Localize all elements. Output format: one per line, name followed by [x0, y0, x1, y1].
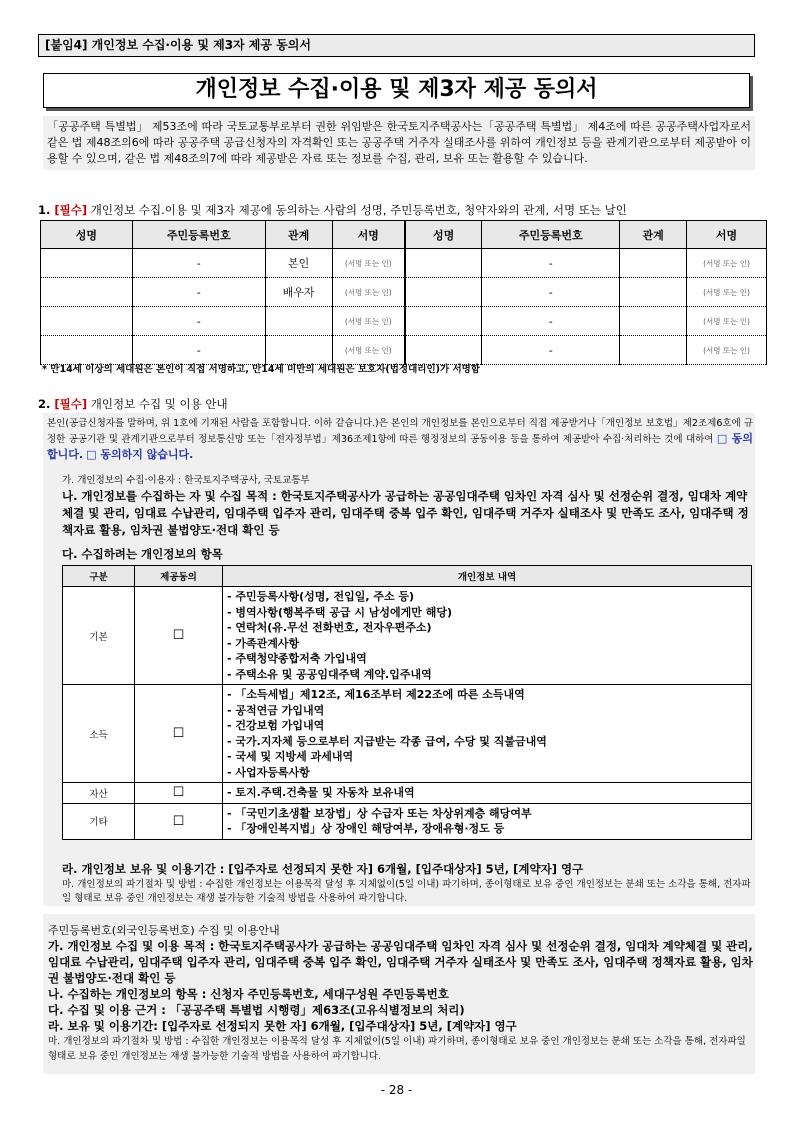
resident-number-field[interactable]: -: [132, 307, 265, 336]
table-row: [63, 685, 752, 783]
list-item: - 사업자등록사항: [227, 765, 310, 779]
list-item: - 「장애인복지법」상 장애인 해당여부, 장애유형·정도 등: [227, 822, 505, 835]
relation-field[interactable]: 배우자: [265, 278, 332, 307]
category-cell: 기본: [63, 587, 135, 685]
table-row: [41, 307, 767, 336]
col-header: 개인정보 내역: [223, 566, 752, 587]
list-item: - 국가.지자체 등으로부터 지급받는 각종 급여, 수당 및 직불금내역: [227, 734, 547, 748]
attachment-tag: [붙임4] 개인정보 수집·이용 및 제3자 제공 동의서: [38, 34, 755, 57]
items-cell: [223, 783, 752, 804]
category-cell: 자산: [63, 783, 135, 804]
intro-paragraph: 「공공주택 특별법」 제53조에 따라 국토교통부로부터 권한 위임받은 한국토지주택공사는「공공주택 특별법」 제4조에 따른 공공주택사업자로서 같은 법 제48조의6에 따라 공공주택 공급신청자의 자격확인 또는 공공주택 거주자 실태조사를 위하여 개인정보 등을 관계기관으로부터 제공받아 이용할 수 있으며, 같은 법 제48조의7에 따라 제공받은 자료 또는 정보를 수집, 관리, 보유 또는 활용할 수 있습니다.: [43, 116, 755, 170]
resident-number-field[interactable]: -: [132, 336, 265, 365]
list-item: - 공적연금 가입내역: [227, 703, 325, 717]
list-item: - 연락처(유.무선 전화번호, 전자우편주소): [227, 621, 432, 634]
table-header-row: [63, 566, 752, 587]
section1-num: 1.: [38, 203, 51, 217]
list-item: - 「국민기초생활 보장법」상 수급자 또는 차상위계층 해당여부: [227, 806, 532, 820]
relation-field[interactable]: 본인: [265, 249, 332, 278]
relation-field[interactable]: [620, 278, 687, 307]
section2-num: 2.: [38, 397, 51, 411]
signature-field[interactable]: (서명 또는 인): [687, 307, 767, 336]
resident-number-field[interactable]: -: [132, 249, 265, 278]
list-item: - 「소득세법」제12조, 제16조부터 제22조에 따른 소득내역: [227, 688, 525, 701]
signature-note: * 만14세 이상의 세대원은 본인이 직접 서명하고, 만14세 미만의 세대원은 보호자(법정대리인)가 서명함: [42, 364, 480, 375]
consent-signature-table: [40, 220, 767, 365]
items-cell: [223, 685, 752, 783]
signature-field[interactable]: (서명 또는 인): [332, 249, 405, 278]
resident-number-field[interactable]: -: [482, 307, 620, 336]
table-row: [63, 783, 752, 804]
resident-number-field[interactable]: -: [482, 278, 620, 307]
resident-number-field[interactable]: -: [482, 249, 620, 278]
consent-checkbox[interactable]: ☐: [135, 685, 223, 783]
agree-checkbox[interactable]: □ 동의합니다.: [47, 432, 753, 461]
consent-checkbox[interactable]: ☐: [135, 587, 223, 685]
category-cell: 기타: [63, 803, 135, 839]
col-header: 성명: [41, 221, 133, 249]
name-field[interactable]: [41, 278, 133, 307]
relation-field[interactable]: [620, 336, 687, 365]
name-field[interactable]: [405, 307, 482, 336]
consent-text: 본인(공급신청자를 말하며, 위 1호에 기재된 사람을 포함합니다. 이하 같습니다.)은 본인의 개인정보를 본인으로부터 직접 제공받거나「개인정보 보호법」제2조제6호에 규정한 공공기관 및 관계기관으로부터 정보통신망 또는「전자정부법」제36조제1항에 따른 행정정보의 공동이용 등을 통하여 제공받아 수집·처리하는 것에 대하여: [47, 418, 753, 445]
section1-required-tag: [필수]: [54, 203, 88, 217]
col-header: 관계: [620, 221, 687, 249]
personal-info-items-table: [62, 565, 752, 840]
items-cell: [223, 803, 752, 839]
list-item: - 가족관계사항: [227, 636, 300, 650]
section1-text: 개인정보 수집.이용 및 제3자 제공에 동의하는 사람의 성명, 주민등록번호, 청약자와의 관계, 서명 또는 날인: [87, 203, 627, 217]
resident-number-field[interactable]: -: [482, 336, 620, 365]
list-item: - 건강보험 가입내역: [227, 719, 325, 732]
retention-period: 라. 개인정보 보유 및 이용기간 : [입주자로 선정되지 못한 자] 6개월, [입주대상자] 5년, [계약자] 영구: [62, 862, 584, 876]
name-field[interactable]: [41, 249, 133, 278]
consent-checkbox[interactable]: ☐: [135, 783, 223, 804]
col-header: 성명: [405, 221, 482, 249]
list-item: - 주민등록사항(성명, 전입일, 주소 등): [227, 590, 415, 603]
table-row: [41, 249, 767, 278]
destruction-method: 마. 개인정보의 파기절차 및 방법 : 수집한 개인정보는 이용목적 달성 후 지체없이(5일 이내) 파기하며, 종이형태로 보유 중인 개인정보는 분쇄 또는 소각을 통해, 전자파일 형태로 보유 중인 개인정보는 재생 불가능한 기술적 방법을 사용하여 파기합니다.: [62, 879, 751, 904]
col-header: 주민등록번호: [132, 221, 265, 249]
page-number: - 28 -: [380, 1083, 413, 1097]
signature-field[interactable]: (서명 또는 인): [332, 336, 405, 365]
section2-text: 개인정보 수집 및 이용 안내: [87, 397, 228, 411]
document-title: 개인정보 수집·이용 및 제3자 제공 동의서: [43, 73, 750, 108]
collector-info: 가. 개인정보의 수집·이용자 : 한국토지주택공사, 국토교통부: [62, 475, 310, 486]
resident-number-heading: 주민등록번호(외국인등록번호) 수집 및 이용안내: [48, 924, 280, 937]
name-field[interactable]: [41, 307, 133, 336]
consent-checkbox[interactable]: ☐: [135, 803, 223, 839]
list-item: - 병역사항(행복주택 공급 시 남성에게만 해당): [227, 605, 453, 619]
col-header: 서명: [332, 221, 405, 249]
relation-field[interactable]: [265, 307, 332, 336]
items-item: 나. 수집하는 개인정보의 항목 : 신청자 주민등록번호, 세대구성원 주민등록번호: [48, 987, 449, 1001]
items-cell: [223, 587, 752, 685]
disagree-checkbox[interactable]: □ 동의하지 않습니다.: [86, 448, 194, 461]
signature-field[interactable]: (서명 또는 인): [332, 307, 405, 336]
resident-number-field[interactable]: -: [132, 278, 265, 307]
signature-field[interactable]: (서명 또는 인): [687, 249, 767, 278]
table-header-row: [41, 221, 767, 249]
col-header: 서명: [687, 221, 767, 249]
list-item: - 주택소유 및 공공임대주택 계약.입주내역: [227, 667, 432, 681]
name-field[interactable]: [405, 249, 482, 278]
purpose-item: 가. 개인정보 수집 및 이용 목적 : 한국토지주택공사가 공급하는 공공임대주택 임차인 자격 심사 및 선정순위 결정, 임대차 계약체결 및 관리, 임대료 수납관리, 임대주택 입주자 관리, 임대주택 중복 입주 확인, 임대주택 거주자 실태조사 및 만족도 조사, 임대주택 정책자료 활용, 임차권 불법양도·전대 확인 등: [48, 939, 753, 985]
name-field[interactable]: [405, 278, 482, 307]
list-item: - 주택청약종합저축 가입내역: [227, 652, 367, 665]
relation-field[interactable]: [620, 307, 687, 336]
destruction-item: 마. 개인정보의 파기절차 및 방법 : 수집한 개인정보는 이용목적 달성 후 지체없이(5일 이내) 파기하며, 종이형태로 보유 중인 개인정보는 분쇄 또는 소각을 통해, 전자파일 형태로 보유 중인 개인정보는 재생 불가능한 기술적 방법을 사용하여 파기합니다.: [48, 1036, 746, 1062]
signature-field[interactable]: (서명 또는 인): [687, 278, 767, 307]
resident-number-section: [48, 922, 753, 1064]
basis-item: 다. 수집 및 이용 근거 : 「공공주택 특별법 시행령」제63조(고유식별정보의 처리): [48, 1003, 465, 1017]
list-item: - 국세 및 지방세 과세내역: [227, 750, 354, 763]
consent-paragraph: [47, 416, 753, 463]
retention-item: 라. 보유 및 이용기간: [입주자로 선정되지 못한 자] 6개월, [입주대상자] 5년, [계약자] 영구: [48, 1019, 517, 1033]
col-header: 제공동의: [135, 566, 223, 587]
category-cell: 소득: [63, 685, 135, 783]
section2-heading: [38, 396, 228, 412]
signature-field[interactable]: (서명 또는 인): [332, 278, 405, 307]
relation-field[interactable]: [620, 249, 687, 278]
section1-heading: [38, 202, 627, 218]
list-item: - 토지.주택.건축물 및 자동차 보유내역: [227, 786, 415, 799]
table-row: [63, 587, 752, 685]
table-row: [63, 803, 752, 839]
section2-required-tag: [필수]: [54, 397, 88, 411]
col-header: 주민등록번호: [482, 221, 620, 249]
col-header: 관계: [265, 221, 332, 249]
col-header: 구분: [63, 566, 135, 587]
signature-field[interactable]: (서명 또는 인): [687, 336, 767, 365]
items-heading: 다. 수집하려는 개인정보의 항목: [62, 547, 223, 561]
table-row: [41, 278, 767, 307]
collection-purpose: 나. 개인정보를 수집하는 자 및 수집 목적 : 한국토지주택공사가 공급하는 공공임대주택 임차인 자격 심사 및 선정순위 결정, 임대차 계약체결 및 관리, 임대료 수납관리, 임대주택 입주자 관리, 임대주택 중복 입주 확인, 임대주택 거주자 실태조사 및 만족도 조사, 임대주택 정책자료 활용, 임차권 불법양도·전대 확인 등: [62, 489, 749, 537]
